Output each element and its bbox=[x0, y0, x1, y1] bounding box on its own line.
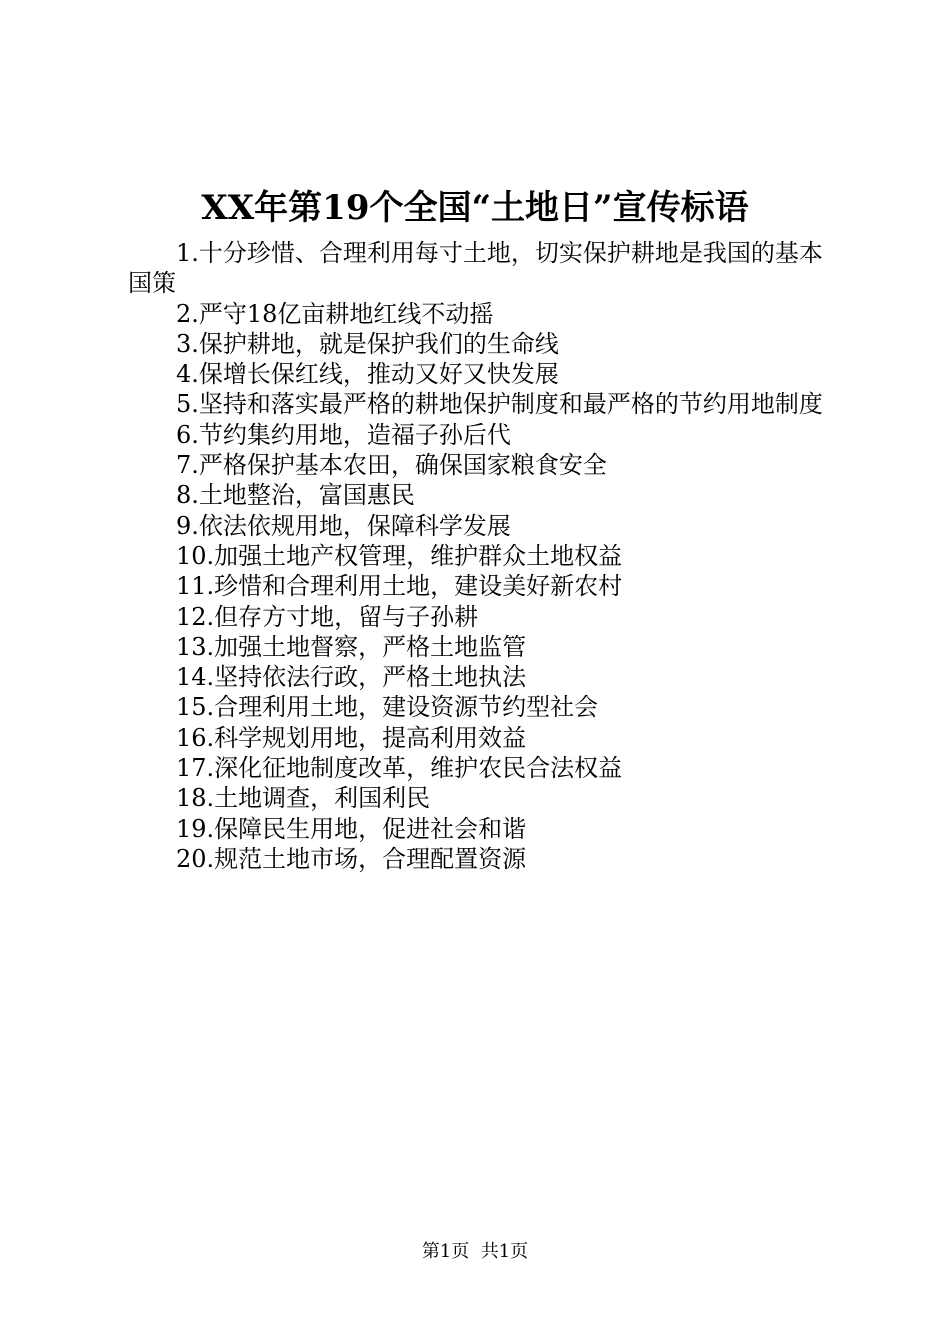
slogan-item: 10.加强土地产权管理，维护群众土地权益 bbox=[176, 541, 623, 570]
page-footer: 第1页 共1页 bbox=[421, 1241, 529, 1262]
slogan-item: 18.土地调查，利国利民 bbox=[176, 784, 431, 813]
slogan-item: 13.加强土地督察，严格土地监管 bbox=[176, 632, 527, 661]
slogan-item: 4.保增长保红线，推动又好又快发展 bbox=[176, 360, 559, 389]
slogan-item: 14.坚持依法行政，严格土地执法 bbox=[176, 663, 527, 692]
slogan-item: 11.珍惜和合理利用土地，建设美好新农村 bbox=[176, 572, 623, 601]
slogan-item: 15.合理利用土地，建设资源节约型社会 bbox=[176, 693, 599, 722]
slogan-item: 6.节约集约用地，造福子孙后代 bbox=[176, 420, 511, 449]
slogan-item: 2.严守18亿亩耕地红线不动摇 bbox=[176, 299, 494, 328]
slogan-item: 20.规范土地市场，合理配置资源 bbox=[176, 844, 527, 873]
slogan-item: 3.保护耕地，就是保护我们的生命线 bbox=[176, 329, 559, 358]
slogan-list bbox=[128, 238, 833, 874]
slogan-item: 17.深化征地制度改革，维护农民合法权益 bbox=[176, 754, 623, 783]
slogan-item: 12.但存方寸地，留与子孙耕 bbox=[176, 602, 479, 631]
slogan-item: 16.科学规划用地，提高利用效益 bbox=[176, 723, 527, 752]
slogan-item: 5.坚持和落实最严格的耕地保护制度和最严格的节约用地制度 bbox=[176, 390, 823, 419]
slogan-item: 8.土地整治，富国惠民 bbox=[176, 481, 415, 510]
slogan-item: 19.保障民生用地，促进社会和谐 bbox=[176, 814, 527, 843]
slogan-item: 9.依法依规用地，保障科学发展 bbox=[176, 511, 511, 540]
slogan-item: 7.严格保护基本农田，确保国家粮食安全 bbox=[176, 451, 607, 480]
document-title: XX年第19个全国“土地日”宣传标语 bbox=[201, 188, 749, 228]
slogan-item: 1.十分珍惜、合理利用每寸土地，切实保护耕地是我国的基本国策 bbox=[128, 239, 823, 298]
